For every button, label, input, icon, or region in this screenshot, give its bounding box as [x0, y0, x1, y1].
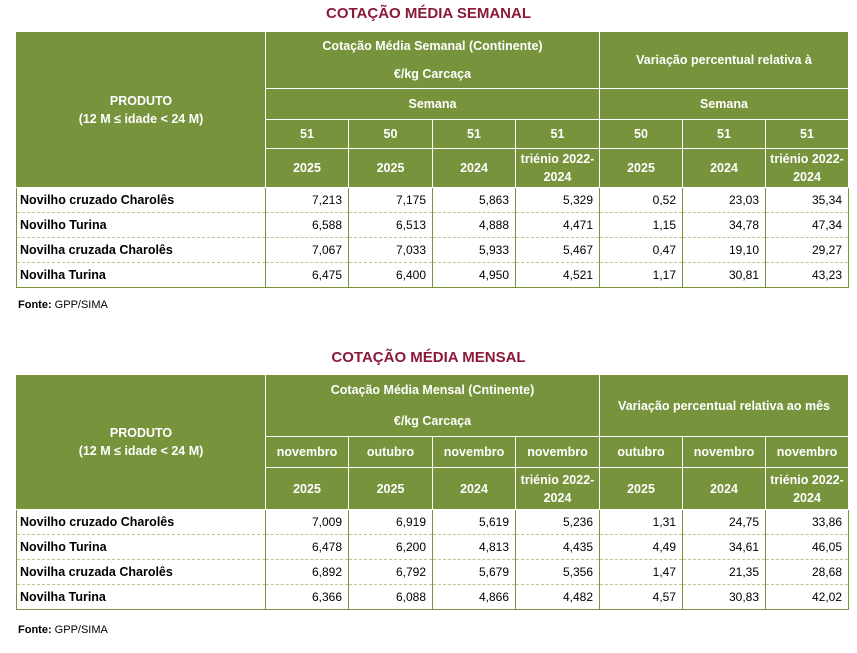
product-name: Novilha cruzada Charolês [17, 238, 266, 263]
product-header: PRODUTO (12 M ≤ idade < 24 M) [17, 32, 266, 188]
value-cell: 6,200 [349, 535, 433, 560]
value-cell: 28,68 [766, 560, 849, 585]
table-row [17, 213, 849, 238]
value-cell: 30,81 [683, 263, 766, 288]
value-cell: 6,475 [266, 263, 349, 288]
value-cell: 1,17 [600, 263, 683, 288]
value-cell: 5,356 [516, 560, 600, 585]
value-cell: 6,792 [349, 560, 433, 585]
value-cell: 7,009 [266, 510, 349, 535]
value-cell: 0,52 [600, 188, 683, 213]
value-cell: 6,088 [349, 585, 433, 610]
table-row [17, 188, 849, 213]
value-cell: 46,05 [766, 535, 849, 560]
monthly-col-bottom-2: 2024 [433, 468, 516, 510]
weekly-col-bottom-2: 2024 [433, 149, 516, 188]
value-cell: 4,482 [516, 585, 600, 610]
product-name: Novilho cruzado Charolês [17, 188, 266, 213]
table-row [17, 560, 849, 585]
monthly-unit-header: €/kg Carcaça [266, 406, 600, 437]
value-cell: 1,15 [600, 213, 683, 238]
value-cell: 35,34 [766, 188, 849, 213]
value-cell: 19,10 [683, 238, 766, 263]
weekly-col-bottom-1: 2025 [349, 149, 433, 188]
value-cell: 4,435 [516, 535, 600, 560]
monthly-col-top-1: outubro [349, 437, 433, 468]
value-cell: 4,950 [433, 263, 516, 288]
monthly-col-bottom-6: triénio 2022-2024 [766, 468, 849, 510]
value-cell: 33,86 [766, 510, 849, 535]
table-row [17, 238, 849, 263]
value-cell: 0,47 [600, 238, 683, 263]
product-name: Novilha cruzada Charolês [17, 560, 266, 585]
value-cell: 1,47 [600, 560, 683, 585]
value-cell: 7,067 [266, 238, 349, 263]
value-cell: 21,35 [683, 560, 766, 585]
weekly-col-top-0: 51 [266, 120, 349, 149]
monthly-col-bottom-3: triénio 2022-2024 [516, 468, 600, 510]
value-cell: 4,521 [516, 263, 600, 288]
monthly-group2-header: Variação percentual relativa ao mês [600, 375, 849, 437]
product-name: Novilha Turina [17, 585, 266, 610]
value-cell: 4,813 [433, 535, 516, 560]
value-cell: 4,471 [516, 213, 600, 238]
value-cell: 34,78 [683, 213, 766, 238]
value-cell: 6,892 [266, 560, 349, 585]
weekly-col-top-2: 51 [433, 120, 516, 149]
value-cell: 6,400 [349, 263, 433, 288]
value-cell: 5,619 [433, 510, 516, 535]
value-cell: 7,033 [349, 238, 433, 263]
weekly-col-bottom-0: 2025 [266, 149, 349, 188]
weekly-col-top-3: 51 [516, 120, 600, 149]
value-cell: 5,679 [433, 560, 516, 585]
weekly-col-bottom-5: 2024 [683, 149, 766, 188]
value-cell: 43,23 [766, 263, 849, 288]
value-cell: 6,588 [266, 213, 349, 238]
monthly-col-top-5: novembro [683, 437, 766, 468]
weekly-col-top-1: 50 [349, 120, 433, 149]
weekly-group1-header: Cotação Média Semanal (Continente) [266, 32, 600, 60]
value-cell: 4,888 [433, 213, 516, 238]
weekly-price-table [16, 31, 849, 288]
weekly-col-bottom-4: 2025 [600, 149, 683, 188]
weekly-title: COTAÇÃO MÉDIA SEMANAL [326, 5, 531, 22]
value-cell: 7,213 [266, 188, 349, 213]
product-name: Novilho cruzado Charolês [17, 510, 266, 535]
value-cell: 4,866 [433, 585, 516, 610]
value-cell: 34,61 [683, 535, 766, 560]
value-cell: 4,57 [600, 585, 683, 610]
value-cell: 47,34 [766, 213, 849, 238]
table-row [17, 263, 849, 288]
value-cell: 5,933 [433, 238, 516, 263]
weekly-col-top-5: 51 [683, 120, 766, 149]
value-cell: 5,467 [516, 238, 600, 263]
table-row [17, 510, 849, 535]
value-cell: 5,236 [516, 510, 600, 535]
monthly-col-top-4: outubro [600, 437, 683, 468]
weekly-col-top-4: 50 [600, 120, 683, 149]
value-cell: 6,366 [266, 585, 349, 610]
weekly-col-bottom-6: triénio 2022-2024 [766, 149, 849, 188]
product-name: Novilho Turina [17, 535, 266, 560]
monthly-col-top-3: novembro [516, 437, 600, 468]
weekly-group2-header: Variação percentual relativa à [600, 32, 849, 89]
product-name: Novilha Turina [17, 263, 266, 288]
value-cell: 42,02 [766, 585, 849, 610]
value-cell: 6,478 [266, 535, 349, 560]
value-cell: 24,75 [683, 510, 766, 535]
monthly-col-bottom-0: 2025 [266, 468, 349, 510]
value-cell: 6,513 [349, 213, 433, 238]
weekly-unit-header: €/kg Carcaça [266, 60, 600, 89]
weekly-col-top-6: 51 [766, 120, 849, 149]
value-cell: 4,49 [600, 535, 683, 560]
product-name: Novilho Turina [17, 213, 266, 238]
monthly-col-bottom-4: 2025 [600, 468, 683, 510]
value-cell: 7,175 [349, 188, 433, 213]
value-cell: 29,27 [766, 238, 849, 263]
table-row [17, 585, 849, 610]
monthly-title: COTAÇÃO MÉDIA MENSAL [331, 349, 526, 366]
table-row [17, 535, 849, 560]
monthly-price-table [16, 374, 849, 610]
weekly-source: Fonte: GPP/SIMA [18, 299, 108, 311]
monthly-col-top-2: novembro [433, 437, 516, 468]
monthly-col-top-6: novembro [766, 437, 849, 468]
monthly-col-bottom-5: 2024 [683, 468, 766, 510]
monthly-col-bottom-1: 2025 [349, 468, 433, 510]
value-cell: 23,03 [683, 188, 766, 213]
value-cell: 6,919 [349, 510, 433, 535]
weekly-period2-header: Semana [600, 89, 849, 120]
product-header: PRODUTO (12 M ≤ idade < 24 M) [17, 375, 266, 510]
weekly-col-bottom-3: triénio 2022-2024 [516, 149, 600, 188]
monthly-source: Fonte: GPP/SIMA [18, 624, 108, 636]
value-cell: 5,863 [433, 188, 516, 213]
value-cell: 5,329 [516, 188, 600, 213]
weekly-period1-header: Semana [266, 89, 600, 120]
value-cell: 30,83 [683, 585, 766, 610]
value-cell: 1,31 [600, 510, 683, 535]
monthly-group1-header: Cotação Média Mensal (Cntinente) [266, 375, 600, 406]
monthly-col-top-0: novembro [266, 437, 349, 468]
